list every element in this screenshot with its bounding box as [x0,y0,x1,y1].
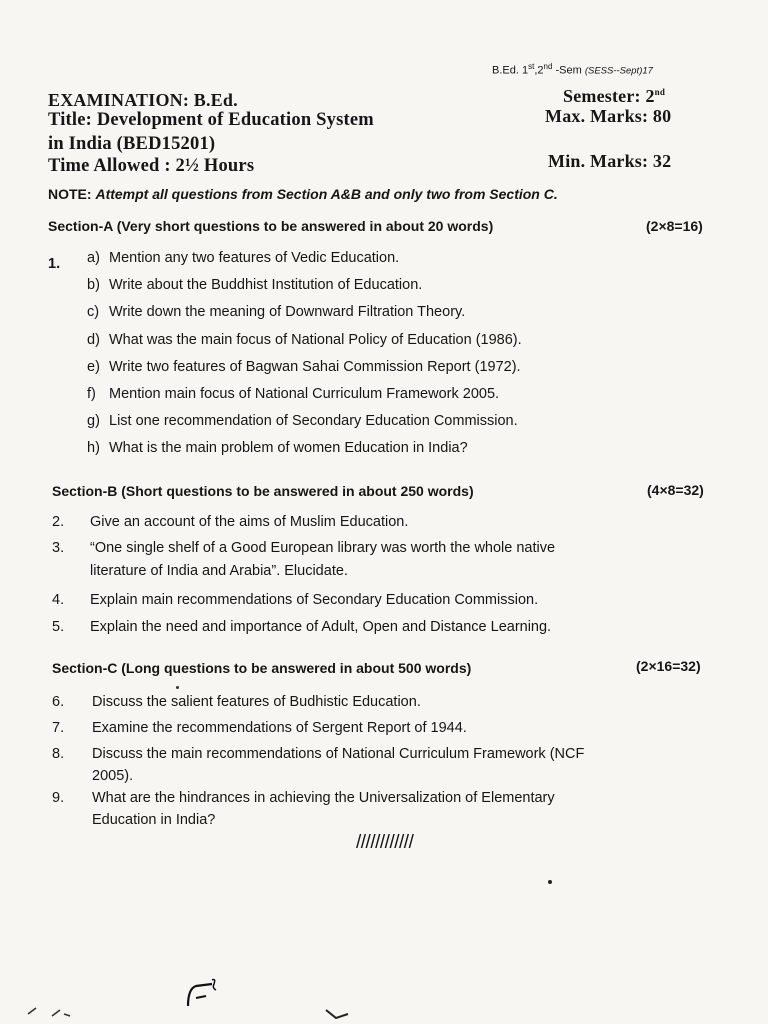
question-number: 6. [52,694,65,710]
max-marks: Max. Marks: 80 [545,106,672,126]
section-a-marks: (2×8=16) [646,218,703,234]
item-text: List one recommendation of Secondary Education Commission. [109,413,518,429]
pen-scribble-mark [182,976,226,1012]
ink-smudge-mark [322,1006,352,1024]
item-label: c) [87,304,100,320]
question-text: Education in India? [92,812,216,828]
item-label: h) [87,440,100,456]
question-1-item [87,440,468,456]
item-label: b) [87,277,100,293]
question-number: 8. [52,746,65,762]
question-number: 4. [52,592,65,608]
item-label: f) [87,386,96,402]
semester-label: Semester: 2nd [563,86,666,106]
question-1-item [87,413,518,429]
question-1-item [87,386,499,402]
question-text: Discuss the main recommendations of National Curriculum Framework (NCF [92,746,585,762]
section-c-heading: Section-C (Long questions to be answered in about 500 words) [52,660,472,676]
question-text: Explain main recommendations of Secondary Education Commission. [90,592,539,608]
question-1-item [87,250,399,266]
section-b-heading: Section-B (Short questions to be answered in about 250 words) [52,483,474,499]
ink-dot [548,880,552,884]
question-number: 7. [52,720,65,736]
time-allowed: Time Allowed : 2½ Hours [48,156,255,176]
section-b-marks: (4×8=32) [647,482,704,498]
question-number: 2. [52,514,65,530]
item-text: Write down the meaning of Downward Filtration Theory. [109,304,466,320]
item-text: Write two features of Bagwan Sahai Commission Report (1972). [109,359,521,375]
item-text: Mention any two features of Vedic Education. [109,250,400,266]
item-label: g) [87,413,100,429]
item-text: What is the main problem of women Education in India? [109,440,468,456]
item-label: e) [87,359,100,375]
instructions-note: NOTE: Attempt all questions from Section A&B and only two from Section C. [48,186,558,202]
question-text: literature of India and Arabia”. Elucidate. [90,563,348,579]
ink-dot [176,686,179,689]
question-number: 9. [52,790,65,806]
item-label: d) [87,332,100,348]
item-text: Write about the Buddhist Institution of Education. [109,277,423,293]
question-1-item [87,359,521,375]
item-text: Mention main focus of National Curriculum Framework 2005. [109,386,500,402]
question-number: 5. [52,619,65,635]
question-number-1: 1. [48,256,61,272]
examination-label: EXAMINATION: B.Ed. [48,90,238,110]
question-1-item [87,332,522,348]
course-code: B.Ed. 1st,2nd -Sem (SESS--Sept)17 [492,62,653,77]
section-c-marks: (2×16=32) [636,658,701,674]
question-text: Examine the recommendations of Sergent Report of 1944. [92,720,467,736]
min-marks: Min. Marks: 32 [548,151,672,171]
question-text: Explain the need and importance of Adult, Open and Distance Learning. [90,619,552,635]
end-mark: //////////// [356,832,414,853]
question-text: 2005). [92,768,134,784]
question-text: Give an account of the aims of Muslim Education. [90,514,409,530]
question-text: Discuss the salient features of Budhistic Education. [92,694,421,710]
question-number: 3. [52,540,65,556]
paper-title-line1: Title: Development of Education System [48,110,374,130]
paper-title-line2: in India (BED15201) [48,134,216,154]
item-text: What was the main focus of National Policy of Education (1986). [109,332,522,348]
question-text: “One single shelf of a Good European library was worth the whole native [90,540,556,556]
section-a-heading: Section-A (Very short questions to be answered in about 20 words) [48,218,494,234]
question-1-item [87,277,422,293]
question-1-item [87,304,465,320]
item-label: a) [87,250,100,266]
question-text: What are the hindrances in achieving the Universalization of Elementary [92,790,555,806]
edge-marks [26,1004,86,1020]
